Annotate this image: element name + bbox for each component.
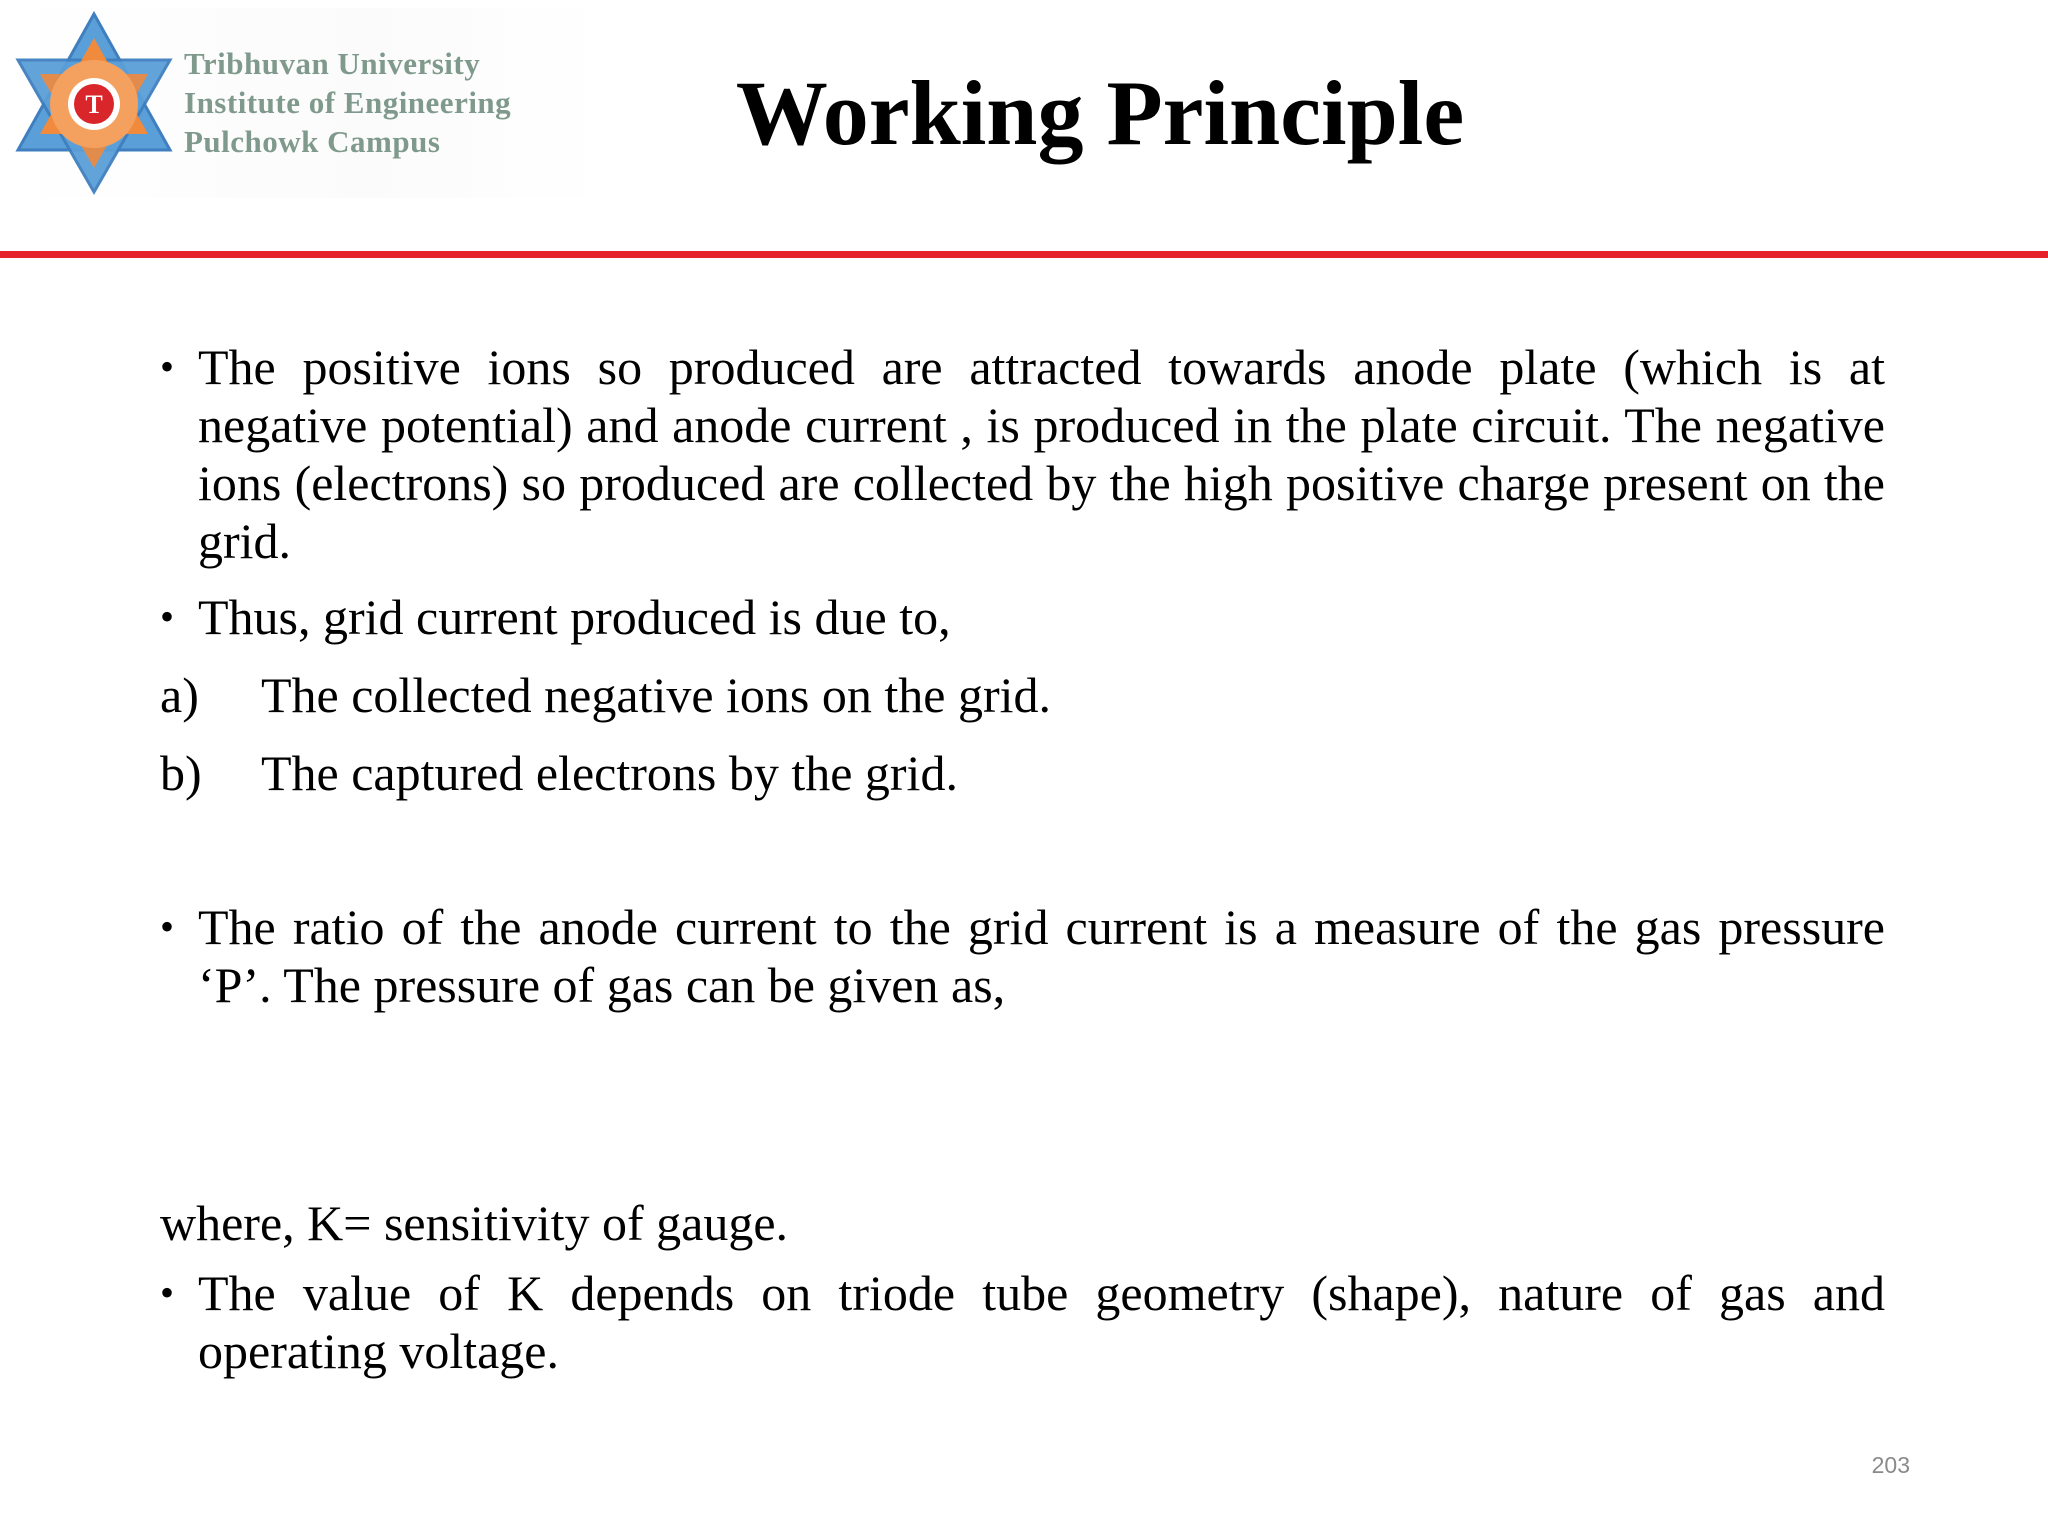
logo-line-university: Tribhuvan University bbox=[184, 46, 481, 81]
list-text: The captured electrons by the grid. bbox=[261, 745, 958, 801]
bullet-item bbox=[160, 588, 1885, 646]
list-marker: b) bbox=[160, 745, 202, 801]
bullet-dot: • bbox=[160, 344, 175, 389]
bullet-item bbox=[160, 338, 1885, 570]
where-line: where, K= sensitivity of gauge. bbox=[160, 1195, 789, 1251]
slide-title: Working Principle bbox=[735, 62, 1465, 164]
bullet-text: The ratio of the anode current to the grid current is a measure of the gas pressure ‘P’. The pressure of gas can be given as, bbox=[198, 899, 1885, 1013]
bullet-text: Thus, grid current produced is due to, bbox=[198, 589, 951, 645]
list-marker: a) bbox=[160, 667, 199, 723]
logo-text bbox=[184, 44, 511, 161]
bullet-item bbox=[160, 1264, 1885, 1380]
logo-line-campus: Pulchowk Campus bbox=[184, 124, 441, 159]
university-logo bbox=[8, 8, 608, 198]
university-emblem-icon bbox=[12, 10, 176, 196]
header-divider bbox=[0, 251, 2048, 258]
list-item bbox=[160, 666, 1885, 724]
emblem-letter: T bbox=[85, 90, 103, 119]
logo-line-institute: Institute of Engineering bbox=[184, 85, 512, 120]
list-item bbox=[160, 744, 1885, 802]
list-text: The collected negative ions on the grid. bbox=[261, 667, 1052, 723]
bullet-item bbox=[160, 898, 1885, 1014]
bullet-text: The positive ions so produced are attracted towards anode plate (which is at negative potential) and anode current , is produced in the plate circuit. The negative ions (electrons) so produced are collected by the high positive charge present on the grid. bbox=[198, 339, 1885, 569]
page-number: 203 bbox=[1871, 1452, 1910, 1478]
bullet-dot: • bbox=[160, 1270, 175, 1315]
bullet-text: The value of K depends on triode tube geometry (shape), nature of gas and operating voltage. bbox=[198, 1265, 1885, 1379]
bullet-dot: • bbox=[160, 594, 175, 639]
bullet-dot: • bbox=[160, 904, 175, 949]
